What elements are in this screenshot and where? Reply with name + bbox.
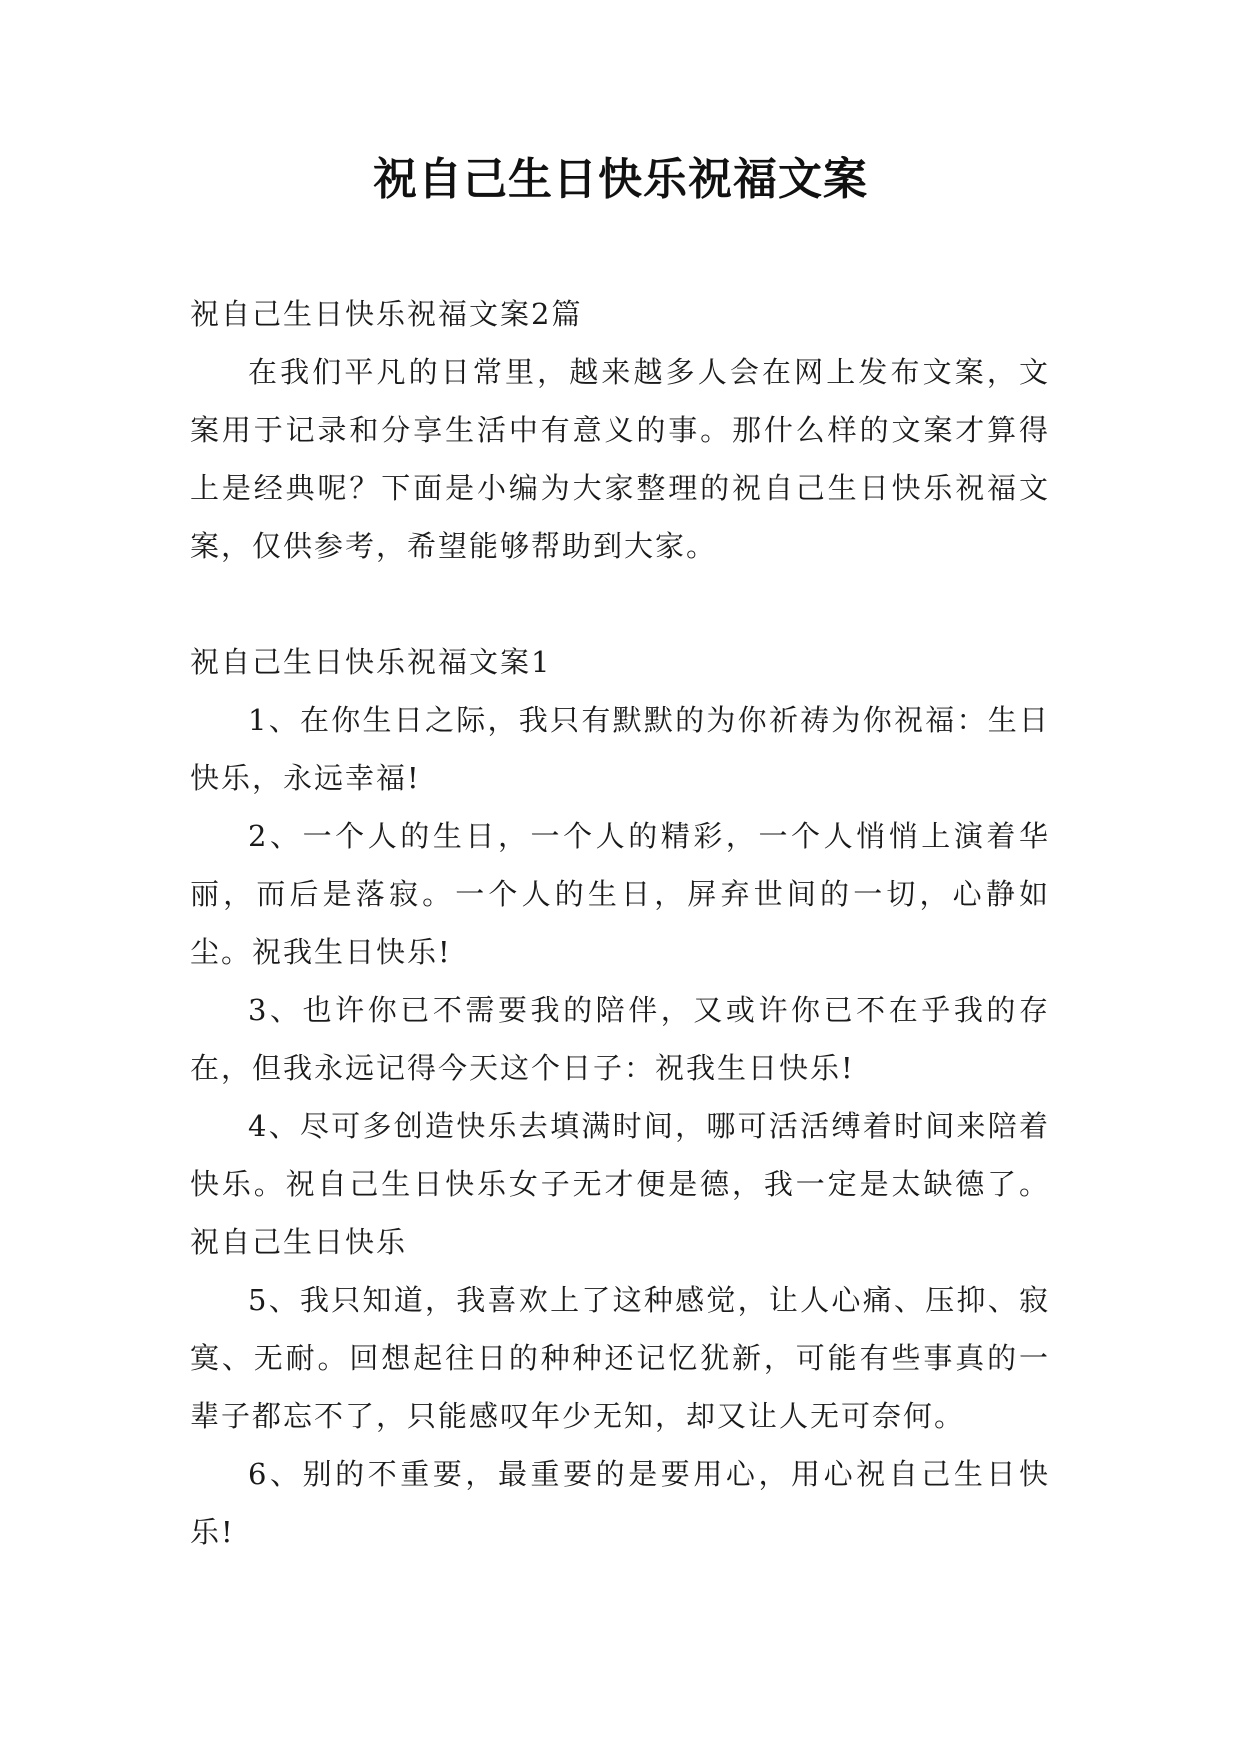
list-item: 3、也许你已不需要我的陪伴，又或许你已不在乎我的存在，但我永远记得今天这个日子：祝我生日快乐!	[190, 993, 1050, 1085]
list-item: 4、尽可多创造快乐去填满时间，哪可活活缚着时间来陪着快乐。祝自己生日快乐女子无才便是德，我一定是太缺德了。祝自己生日快乐	[190, 1109, 1050, 1259]
section-spacer	[190, 575, 1050, 633]
document-title: 祝自己生日快乐祝福文案	[373, 154, 868, 205]
intro-paragraph: 在我们平凡的日常里，越来越多人会在网上发布文案，文案用于记录和分享生活中有意义的事。那什么样的文案才算得上是经典呢？下面是小编为大家整理的祝自己生日快乐祝福文案，仅供参考，希望能够帮助到大家。	[190, 355, 1050, 563]
list-item: 2、一个人的生日，一个人的精彩，一个人悄悄上演着华丽，而后是落寂。一个人的生日，屏弃世间的一切，心静如尘。祝我生日快乐!	[190, 819, 1050, 969]
section-heading: 祝自己生日快乐祝福文案1	[190, 645, 552, 679]
document-body	[190, 285, 1050, 1561]
list-item: 5、我只知道，我喜欢上了这种感觉，让人心痛、压抑、寂寞、无耐。回想起往日的种种还记忆犹新，可能有些事真的一辈子都忘不了，只能感叹年少无知，却又让人无可奈何。	[190, 1283, 1050, 1433]
list-item: 1、在你生日之际，我只有默默的为你祈祷为你祝福：生日快乐，永远幸福!	[190, 703, 1050, 795]
document-subtitle: 祝自己生日快乐祝福文案2篇	[190, 297, 583, 331]
list-item: 6、别的不重要，最重要的是要用心，用心祝自己生日快乐!	[190, 1457, 1050, 1549]
